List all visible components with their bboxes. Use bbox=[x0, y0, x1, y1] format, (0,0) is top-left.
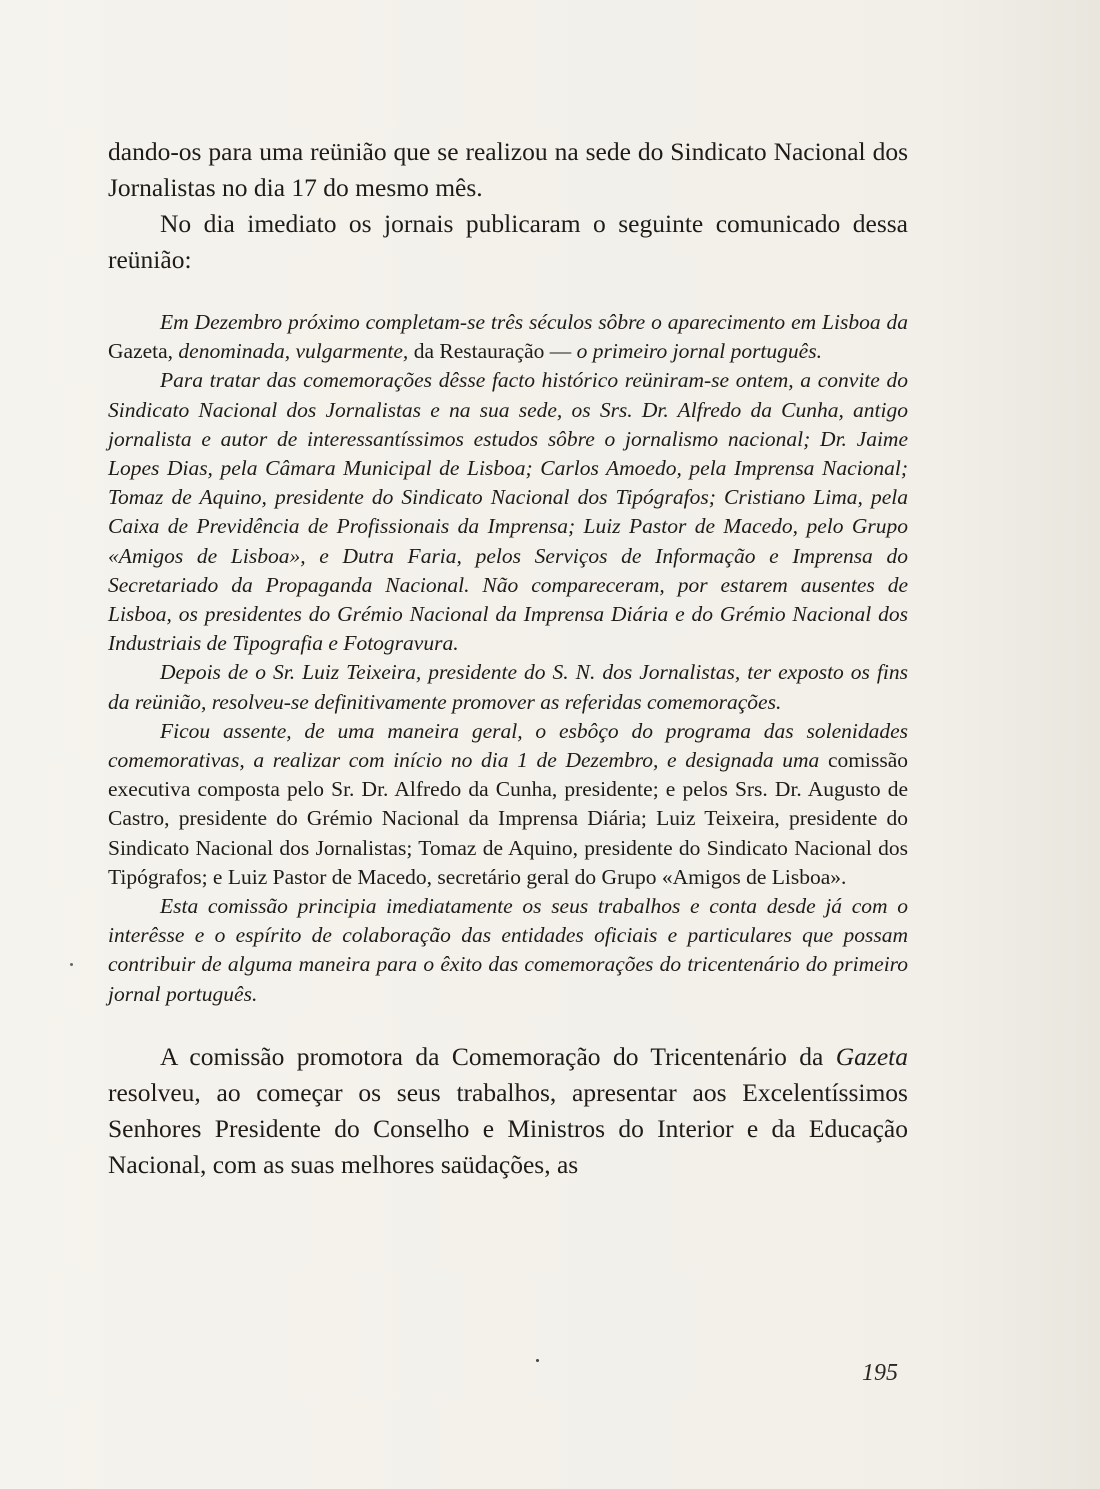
communique-paragraph-1 bbox=[108, 308, 908, 366]
communique bbox=[108, 308, 908, 1009]
opening-paragraph-1: dando-os para uma reünião que se realizou na sede do Sindicato Nacional dos Jornalistas no dia 17 do mesmo mês. bbox=[108, 137, 908, 202]
print-speck bbox=[70, 963, 73, 966]
communique-text: Ficou assente, de uma maneira geral, o esbôço do programa das solenidades comemorativas, a realizar com início no dia 1 de Dezembro, e designada uma bbox=[108, 718, 908, 773]
communique-paragraph-5: Esta comissão principia imediatamente os seus trabalhos e conta desde já com o interêsse e o espírito de colaboração das entidades oficiais e particulares que possam contribuir de alguma maneira para o êxito das comemorações do tricentenário do primeiro jornal português. bbox=[108, 894, 908, 1006]
communique-text: denominada, vulgarmente, bbox=[173, 339, 414, 364]
restauracao-text: da Restauração — bbox=[413, 339, 572, 364]
gazeta-title: Gazeta, bbox=[108, 339, 174, 364]
print-speck bbox=[536, 1359, 539, 1362]
page-text bbox=[108, 134, 908, 1208]
communique-paragraph-3: Depois de o Sr. Luiz Teixeira, presidente do S. N. dos Jornalistas, ter exposto os fins da reünião, resolveu-se definitivamente promover as referidas comemorações. bbox=[108, 660, 908, 714]
closing-paragraph bbox=[108, 1039, 908, 1183]
opening-paragraph-2: No dia imediato os jornais publicaram o seguinte comunicado dessa reünião: bbox=[108, 209, 908, 274]
communique-text: o primeiro jornal português. bbox=[571, 339, 822, 364]
closing-text: A comissão promotora da Comemoração do Tricentenário da bbox=[160, 1041, 836, 1071]
commission-members: comissão executiva composta pelo Sr. Dr. Alfredo da Cunha, presidente; e pelos Srs. Dr. Augusto de Castro, presidente do Grémio Nacional da Imprensa Diária; Luiz Teixeira, presidente do Sindicato Nacional dos Jornalistas; Tomaz de Aquino, presidente do Sindicato Nacional dos Tipógrafos; e Luiz Pastor de Macedo, secretário geral do Grupo «Amigos de Lisboa». bbox=[108, 748, 908, 889]
communique-paragraph-2: Para tratar das comemorações dêsse facto histórico reüniram-se ontem, a convite do Sindicato Nacional dos Jornalistas e na sua sede, os Srs. Dr. Alfredo da Cunha, antigo jornalista e autor de interessantíssimos estudos sôbre o jornalismo nacional; Dr. Jaime Lopes Dias, pela Câmara Municipal de Lisboa; Carlos Amoedo, pela Imprensa Nacional; Tomaz de Aquino, presidente do Sindicato Nacional dos Tipógrafos; Cristiano Lima, pela Caixa de Previdência de Profissionais da Imprensa; Luiz Pastor de Macedo, pelo Grupo «Amigos de Lisboa», e Dutra Faria, pelos Serviços de Informação e Imprensa do Secretariado da Propaganda Nacional. Não compareceram, por estarem ausentes de Lisboa, os presidentes do Grémio Nacional da Imprensa Diária e do Grémio Nacional dos Industriais de Tipografia e Fotogravura. bbox=[108, 368, 908, 656]
communique-paragraph-4 bbox=[108, 717, 908, 892]
closing-text: resolveu, ao começar os seus trabalhos, apresentar aos Excelentíssimos Senhores Presidente do Conselho e Ministros do Interior e da Educação Nacional, com as suas melhores saüdações, as bbox=[108, 1077, 908, 1179]
gazeta-title: Gazeta bbox=[835, 1041, 908, 1071]
page-number: 195 bbox=[862, 1360, 898, 1386]
communique-text: Em Dezembro próximo completam-se três séculos sôbre o aparecimento em Lisboa da bbox=[160, 310, 908, 334]
